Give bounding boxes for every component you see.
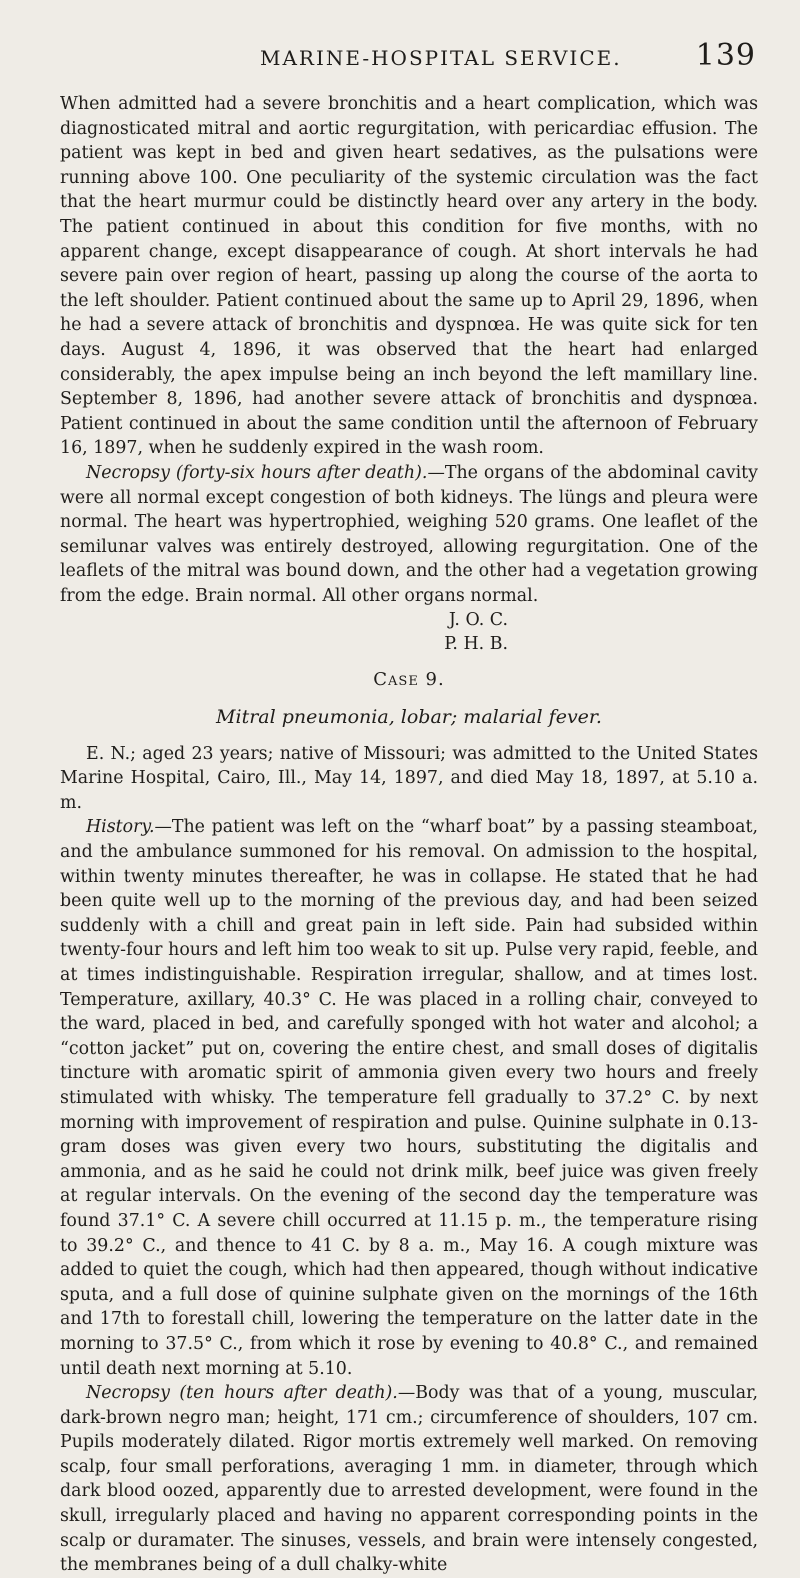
- history-text: —The patient was left on the “wharf boat” by a passing steamboat, and the ambulance summoned for his removal. On admission to the hospital, within twenty minutes thereafter, he was in collapse. He stated that he had been quite well up to the morning of the previous day, and had been seized suddenly with a chill and great pain in left side. Pain had subsided within twenty-four hours and left him too weak to sit up. Pulse very rapid, feeble, and at times indistinguishable. Respiration irregular, shallow, and at times lost. Temperature, axillary, 40.3° C. He was placed in a rolling chair, conveyed to the ward, placed in bed, and carefully sponged with hot water and alcohol; a “cotton jacket” put on, covering the entire chest, and small doses of digitalis tincture with aromatic spirit of ammonia given every two hours and freely stimulated with whisky. The temperature fell gradually to 37.2° C. by next morning with improvement of respiration and pulse. Quinine sulphate in 0.13-gram doses was given every two hours, substituting the digitalis and ammonia, and as he said he could not drink milk, beef juice was given freely at regular intervals. On the evening of the second day the temperature was found 37.1° C. A severe chill occurred at 11.15 p. m., the temperature rising to 39.2° C., and thence to 41 C. by 8 a. m., May 16. A cough mixture was added to quiet the cough, which had then appeared, though without indicative sputa, and a full dose of quinine sulphate given on the mornings of the 16th and 17th to forestall chill, lowering the temperature on the latter date in the morning to 37.5° C., from which it rose by evening to 40.8° C., and remained until death next morning at 5.10.: [60, 817, 758, 1379]
- history-label: History.: [86, 817, 155, 838]
- case-subtitle: Mitral pneumonia, lobar; malarial fever.: [216, 706, 602, 729]
- necropsy-2-label: Necropsy (ten hours after death).: [86, 1383, 398, 1404]
- page-body: [60, 92, 758, 1578]
- necropsy-2-text: —Body was that of a young, muscular, dark-brown negro man; height, 171 cm.; circumference of shoulders, 107 cm. Pupils moderately dilated. Rigor mortis extremely well marked. On removing scalp, four small perforations, averaging 1 mm. in diameter, through which dark blood oozed, apparently due to arrested development, were found in the skull, irregularly placed and having no apparent corresponding points in the scalp or duramater. The sinuses, vessels, and brain were intensely congested, the membranes being of a dull chalky-white: [60, 1383, 758, 1576]
- paragraph-case-history: When admitted had a severe bronchitis and a heart complication, which was diagnosticated mitral and aortic regurgitation, with pericardiac effusion. The patient was kept in bed and given heart sedatives, as the pulsations were running above 100. One peculiarity of the systemic circulation was the fact that the heart murmur could be distinctly heard over any artery in the body. The patient continued in about this condition for five months, with no apparent change, except disappearance of cough. At short intervals he had severe pain over region of heart, passing up along the course of the aorta to the left shoulder. Patient continued about the same up to April 29, 1896, when he had a severe attack of bronchitis and dyspnœa. He was quite sick for ten days. August 4, 1896, it was observed that the heart had enlarged considerably, the apex impulse being an inch beyond the left mamillary line. September 8, 1896, had another severe attack of bronchitis and dyspnœa. Patient continued in about the same condition until the afternoon of February 16, 1897, when he suddenly expired in the wash room.: [60, 94, 758, 459]
- necropsy-label: Necropsy (forty-six hours after death).: [86, 462, 428, 483]
- page-number: 139: [695, 38, 756, 73]
- page-header: [60, 38, 758, 74]
- paragraph-necropsy-2: [60, 1381, 758, 1578]
- paragraph-necropsy-1: [60, 461, 758, 609]
- paragraph-patient-intro: E. N.; aged 23 years; native of Missouri; was admitted to the United States Marine Hospital, Cairo, Ill., May 14, 1897, and died May 18, 1897, at 5.10 a. m.: [60, 743, 758, 813]
- necropsy-text: —The organs of the abdominal cavity were all normal except congestion of both kidneys. The lüngs and pleura were normal. The heart was hypertrophied, weighing 520 grams. One leaflet of the semilunar valves was entirely destroyed, allowing regurgitation. One of the leaflets of the mitral was bound down, and the other had a vegetation growing from the edge. Brain normal. All other organs normal.: [60, 462, 758, 606]
- signature-line-1: J. O. C.: [448, 610, 508, 631]
- case-heading: Case 9.: [373, 669, 445, 691]
- signature-initials: [60, 608, 758, 656]
- signature-line-2: P. H. B.: [444, 634, 508, 655]
- running-head: MARINE-HOSPITAL SERVICE.: [260, 46, 622, 70]
- paragraph-history: [60, 815, 758, 1381]
